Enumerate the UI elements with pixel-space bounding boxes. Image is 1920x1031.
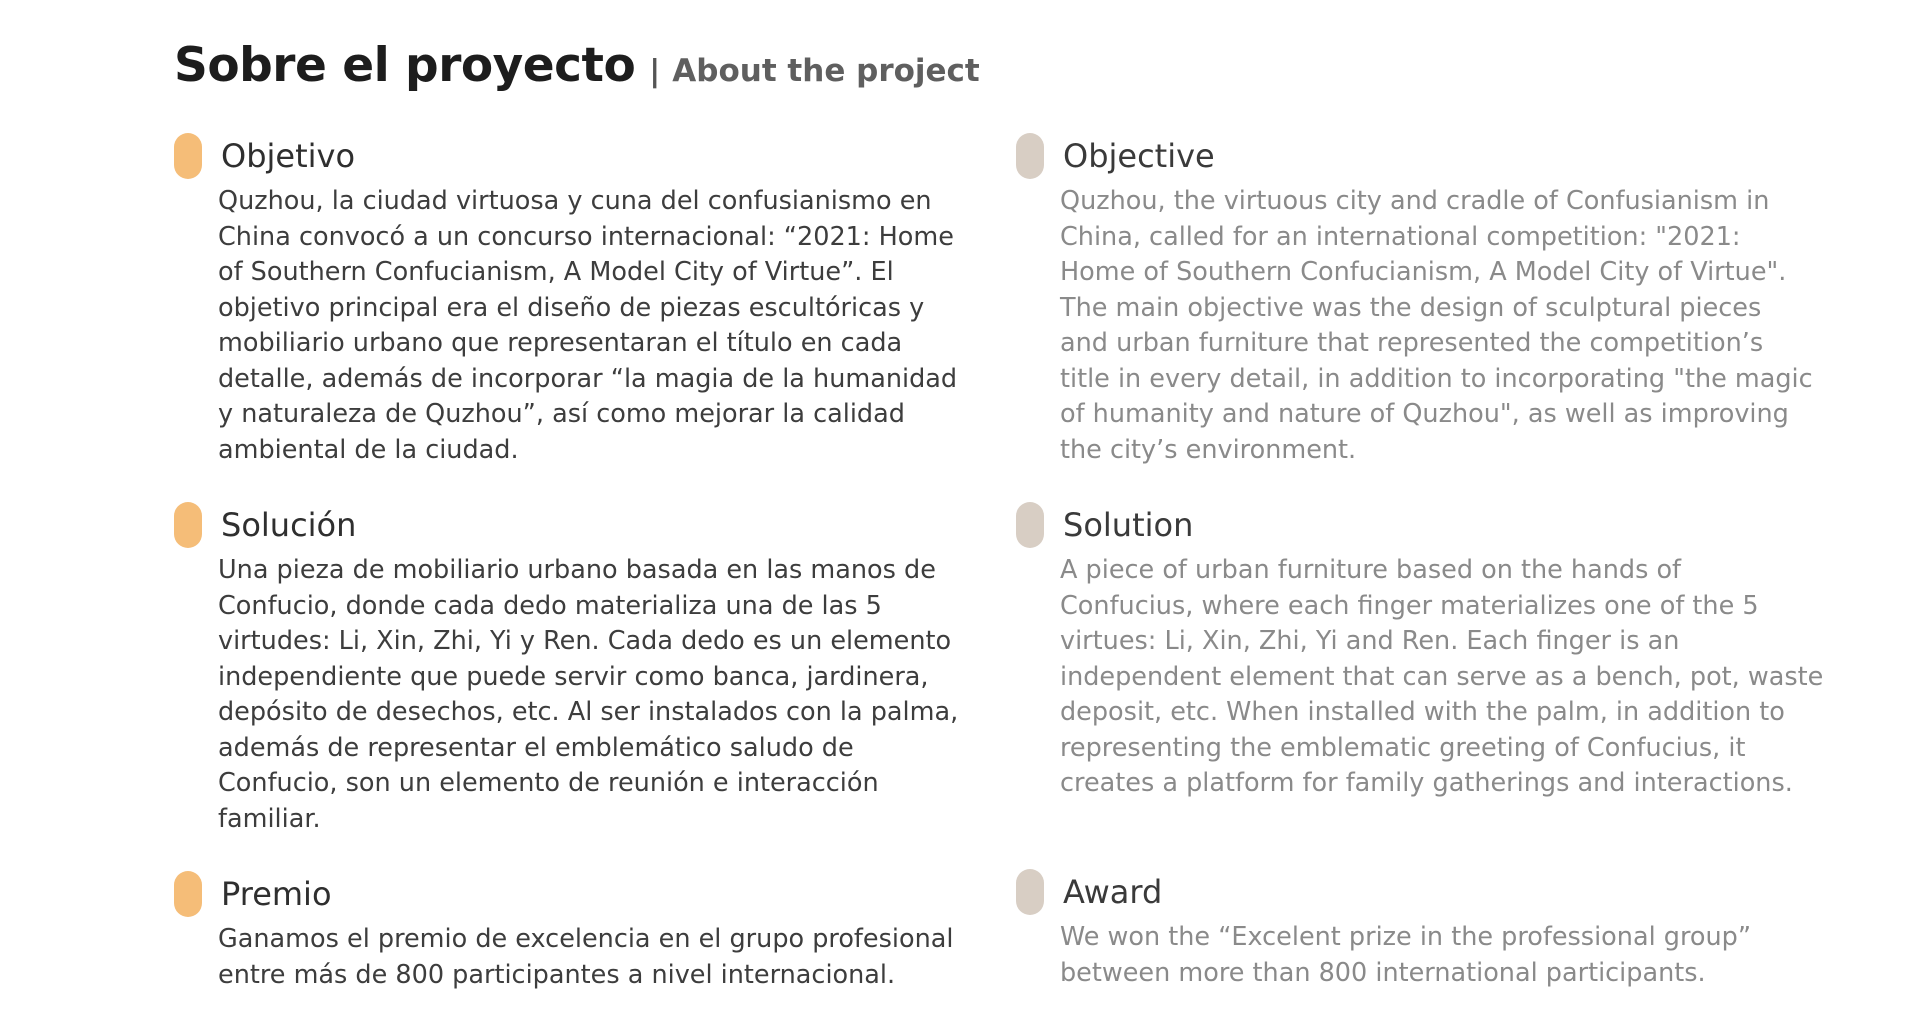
beige-pill-marker — [1016, 869, 1044, 915]
section-body-premio: Ganamos el premio de excelencia en el grupo profesional entre más de 800 participantes a nivel internacional. — [218, 924, 954, 990]
section-title-solution: Solution — [1063, 506, 1194, 544]
section-title-objetivo: Objetivo — [221, 137, 356, 175]
page-title: Sobre el proyecto — [174, 38, 636, 93]
orange-pill-marker — [174, 133, 202, 179]
beige-pill-marker — [1016, 133, 1044, 179]
orange-pill-marker — [174, 871, 202, 917]
beige-pill-marker — [1016, 502, 1044, 548]
section-body-solution: A piece of urban furniture based on the hands of Confucius, where each finger materializes one of the 5 virtues: Li, Xin, Zhi, Yi and Ren. Each finger is an independent element that can serve as a bench, pot, waste deposit, etc. When installed with the palm, in addition to representing the emblematic greeting of Confucius, it creates a platform for family gatherings and interactions. — [1060, 555, 1824, 798]
section-body-solucion: Una pieza de mobiliario urbano basada en las manos de Confucio, donde cada dedo materializa una de las 5 virtudes: Li, Xin, Zhi, Yi y Ren. Cada dedo es un elemento independiente que puede servir como banca, jardinera, depósito de desechos, etc. Al ser instalados con la palma, además de representar el emblemático saludo de Confucio, son un elemento de reunión e interacción familiar. — [218, 555, 959, 834]
section-title-objective: Objective — [1063, 137, 1215, 175]
section-title-premio: Premio — [221, 875, 332, 913]
section-title-solucion: Solución — [221, 506, 357, 544]
page-subtitle: About the project — [672, 53, 980, 89]
section-body-award: We won the “Excelent prize in the professional group” between more than 800 international participants. — [1060, 922, 1752, 988]
orange-pill-marker — [174, 502, 202, 548]
section-body-objetivo: Quzhou, la ciudad virtuosa y cuna del confusianismo en China convocó a un concurso internacional: “2021: Home of Southern Confucianism, A Model City of Virtue”. El objetivo principal era el diseño de piezas escultóricas y mobiliario urbano que representaran el título en cada detalle, además de incorporar “la magia de la humanidad y naturaleza de Quzhou”, así como mejorar la calidad ambiental de la ciudad. — [218, 186, 958, 465]
section-body-objective: Quzhou, the virtuous city and cradle of Confusianism in China, called for an international competition: "2021: Home of Southern Confucianism, A Model City of Virtue". The main objective was the design of sculptural pieces and urban furniture that represented the competition’s title in every detail, in addition to incorporating "the magic of humanity and nature of Quzhou", as well as improving the city’s environment. — [1060, 186, 1813, 465]
title-separator: | — [649, 54, 661, 89]
section-title-award: Award — [1063, 873, 1163, 911]
page-header — [174, 38, 980, 93]
